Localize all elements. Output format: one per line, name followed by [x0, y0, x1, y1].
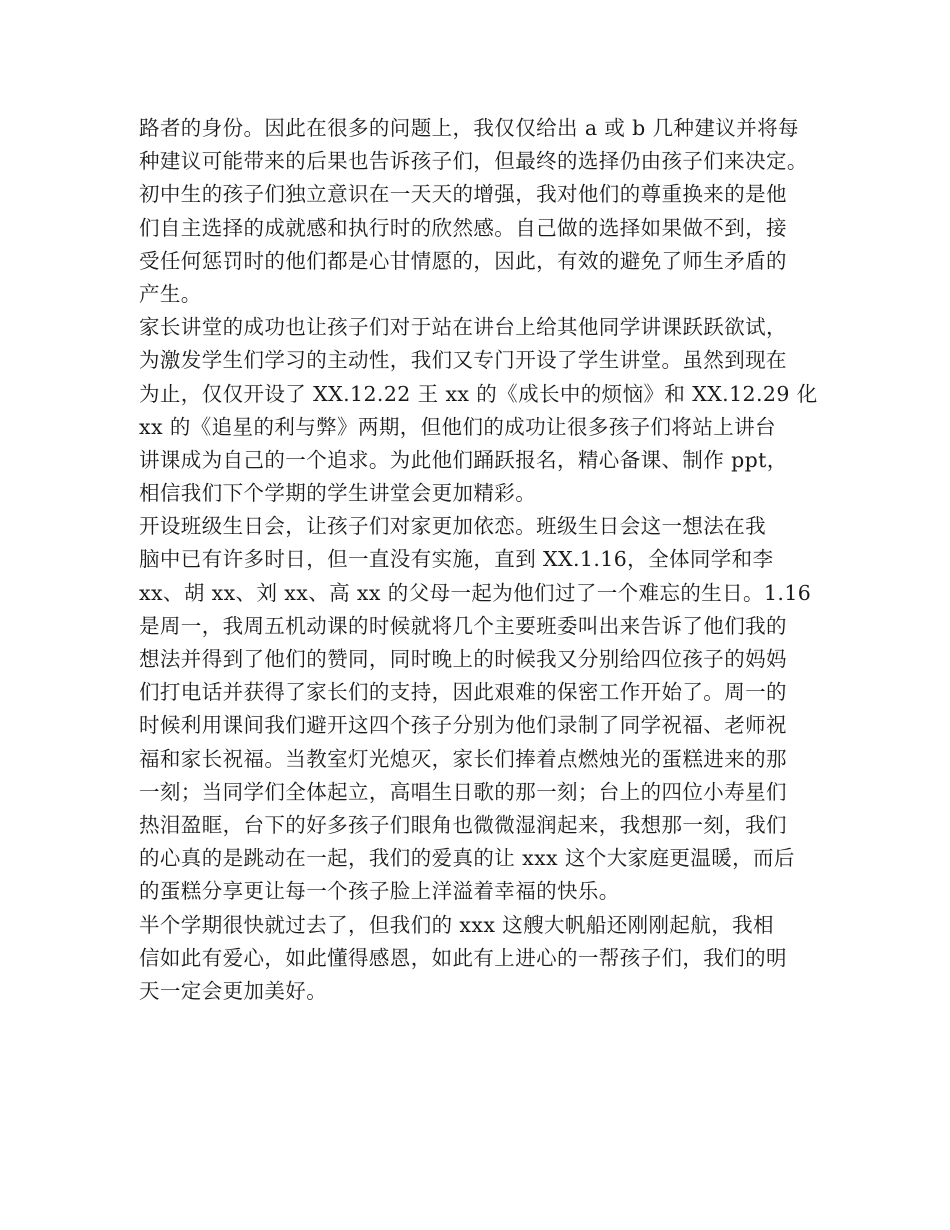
text-line: 为止，仅仅开设了 XX.12.22 王 xx 的《成长中的烦恼》和 XX.12.29 化	[139, 381, 818, 406]
text-line: 的蛋糕分享更让每一个孩子脸上洋溢着幸福的快乐。	[139, 879, 620, 904]
text-line: 受任何惩罚时的他们都是心甘情愿的，因此，有效的避免了师生矛盾的	[139, 248, 787, 273]
document-body	[139, 112, 829, 1008]
text-line: 时候利用课间我们避开这四个孩子分别为他们录制了同学祝福、老师祝	[139, 713, 787, 738]
text-line: 福和家长祝福。当教室灯光熄灭，家长们捧着点燃烛光的蛋糕进来的那	[139, 746, 787, 771]
text-line: 们打电话并获得了家长们的支持，因此艰难的保密工作开始了。周一的	[139, 680, 787, 705]
text-line: 开设班级生日会，让孩子们对家更加依恋。班级生日会这一想法在我	[139, 514, 766, 539]
text-line: 初中生的孩子们独立意识在一天天的增强，我对他们的尊重换来的是他	[139, 182, 787, 207]
text-line: 的心真的是跳动在一起，我们的爱真的让 xxx 这个大家庭更温暖，而后	[139, 846, 795, 871]
text-line: 讲课成为自己的一个追求。为此他们踊跃报名，精心备课、制作 ppt，	[139, 447, 788, 472]
text-line: 种建议可能带来的后果也告诉孩子们，但最终的选择仍由孩子们来决定。	[139, 149, 808, 174]
text-line: xx、胡 xx、刘 xx、高 xx 的父母一起为他们过了一个难忘的生日。1.16	[139, 580, 812, 605]
text-line: 相信我们下个学期的学生讲堂会更加精彩。	[139, 481, 537, 506]
text-line: 是周一，我周五机动课的时候就将几个主要班委叫出来告诉了他们我的	[139, 613, 787, 638]
text-line: 想法并得到了他们的赞同，同时晚上的时候我又分别给四位孩子的妈妈	[139, 647, 787, 671]
text-line: 脑中已有许多时日，但一直没有实施，直到 XX.1.16，全体同学和李	[139, 547, 774, 572]
text-line: 们自主选择的成就感和执行时的欣然感。自己做的选择如果做不到，接	[139, 215, 787, 240]
text-line: 为激发学生们学习的主动性，我们又专门开设了学生讲堂。虽然到现在	[139, 348, 787, 373]
text-line: 产生。	[139, 281, 202, 306]
text-line: 半个学期很快就过去了，但我们的 xxx 这艘大帆船还刚刚起航，我相	[139, 912, 774, 937]
text-line: 家长讲堂的成功也让孩子们对于站在讲台上给其他同学讲课跃跃欲试，	[139, 315, 787, 340]
text-line: 天一定会更加美好。	[139, 978, 328, 1003]
text-line: 热泪盈眶，台下的好多孩子们眼角也微微湿润起来，我想那一刻，我们	[139, 812, 787, 837]
text-line: 路者的身份。因此在很多的问题上，我仅仅给出 a 或 b 几种建议并将每	[139, 116, 799, 140]
text-line: 一刻；当同学们全体起立，高唱生日歌的那一刻；台上的四位小寿星们	[139, 779, 787, 804]
text-line: 信如此有爱心，如此懂得感恩，如此有上进心的一帮孩子们，我们的明	[139, 945, 787, 970]
text-line: xx 的《追星的利与弊》两期，但他们的成功让很多孩子们将站上讲台	[139, 414, 776, 439]
